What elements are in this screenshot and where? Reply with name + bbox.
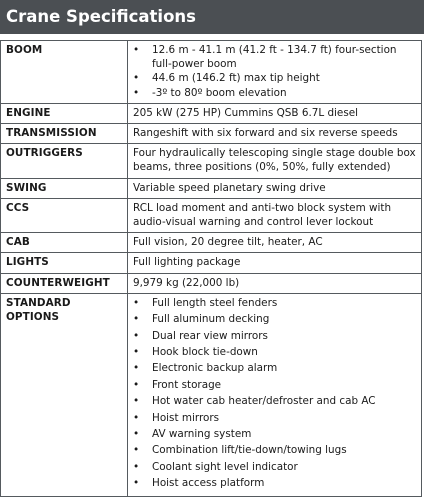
list-item-text: Hoist mirrors [152, 411, 220, 424]
list-item [133, 86, 416, 100]
list-item [133, 345, 416, 359]
bullet-icon: • [133, 477, 140, 490]
table-row [1, 233, 422, 253]
row-value: Full lighting package [128, 253, 422, 273]
bullet-icon: • [133, 329, 140, 342]
list-item [133, 312, 416, 326]
row-label: CAB [1, 233, 128, 253]
row-value: 205 kW (275 HP) Cummins QSB 6.7L diesel [128, 103, 422, 123]
row-label: BOOM [1, 41, 128, 104]
row-value [128, 293, 422, 496]
list-item-text: Hook block tie-down [152, 346, 258, 359]
row-value [128, 41, 422, 104]
bullet-icon: • [133, 444, 140, 457]
row-label: LIGHTS [1, 253, 128, 273]
list-item-text: Front storage [152, 378, 222, 391]
bullet-icon: • [133, 346, 140, 359]
list-item-text: Dual rear view mirrors [152, 329, 268, 342]
bullet-icon: • [133, 395, 140, 408]
row-label: STANDARD OPTIONS [1, 293, 128, 496]
bullet-icon: • [133, 411, 140, 424]
row-label: OUTRIGGERS [1, 144, 128, 178]
row-label: COUNTERWEIGHT [1, 273, 128, 293]
list-item [133, 476, 416, 490]
list-item-text: Full aluminum decking [152, 313, 270, 326]
bullet-icon: • [133, 378, 140, 391]
list-item [133, 296, 416, 310]
bullet-list [133, 43, 416, 100]
bullet-icon: • [133, 86, 140, 99]
table-row [1, 253, 422, 273]
bullet-icon: • [133, 44, 140, 56]
list-item [133, 361, 416, 375]
list-item [133, 427, 416, 441]
bullet-icon: • [133, 460, 140, 473]
table-row [1, 144, 422, 178]
list-item-text: Hoist access platform [152, 477, 265, 490]
list-item [133, 460, 416, 474]
row-value: Full vision, 20 degree tilt, heater, AC [128, 233, 422, 253]
bullet-icon: • [133, 313, 140, 326]
list-item [133, 411, 416, 425]
row-label: TRANSMISSION [1, 124, 128, 144]
row-value: Four hydraulically telescoping single stage double box beams, three positions (0%, 50%, fully extended) [128, 144, 422, 178]
list-item-text: Full length steel fenders [152, 296, 278, 309]
bullet-list [133, 296, 416, 491]
list-item [133, 378, 416, 392]
page-title: Crane Specifications [0, 0, 424, 34]
bullet-icon: • [133, 72, 140, 85]
bullet-icon: • [133, 362, 140, 375]
list-item [133, 394, 416, 408]
list-item [133, 329, 416, 343]
bullet-icon: • [133, 427, 140, 440]
row-label: SWING [1, 178, 128, 198]
list-item-text: 12.6 m - 41.1 m (41.2 ft - 134.7 ft) four-section full-power boom [152, 44, 397, 71]
list-item [133, 71, 416, 85]
list-item-text: Hot water cab heater/defroster and cab AC [152, 395, 376, 408]
list-item-text: Combination lift/tie-down/towing lugs [152, 444, 347, 457]
row-value: 9,979 kg (22,000 lb) [128, 273, 422, 293]
list-item [133, 443, 416, 457]
list-item-text: Electronic backup alarm [152, 362, 278, 375]
row-value: RCL load moment and anti-two block system with audio-visual warning and control lever lockout [128, 198, 422, 232]
bullet-icon: • [133, 296, 140, 309]
list-item-text: AV warning system [152, 427, 252, 440]
table-row [1, 178, 422, 198]
row-label: CCS [1, 198, 128, 232]
list-item-text: Coolant sight level indicator [152, 460, 298, 473]
list-item-text: -3º to 80º boom elevation [152, 86, 287, 99]
table-row [1, 293, 422, 496]
table-row [1, 103, 422, 123]
table-row [1, 41, 422, 104]
table-row [1, 273, 422, 293]
table-row [1, 198, 422, 232]
spec-table [0, 40, 422, 497]
row-value: Variable speed planetary swing drive [128, 178, 422, 198]
table-row [1, 124, 422, 144]
list-item-text: 44.6 m (146.2 ft) max tip height [152, 72, 320, 85]
list-item [133, 43, 416, 71]
row-label: ENGINE [1, 103, 128, 123]
row-value: Rangeshift with six forward and six reverse speeds [128, 124, 422, 144]
